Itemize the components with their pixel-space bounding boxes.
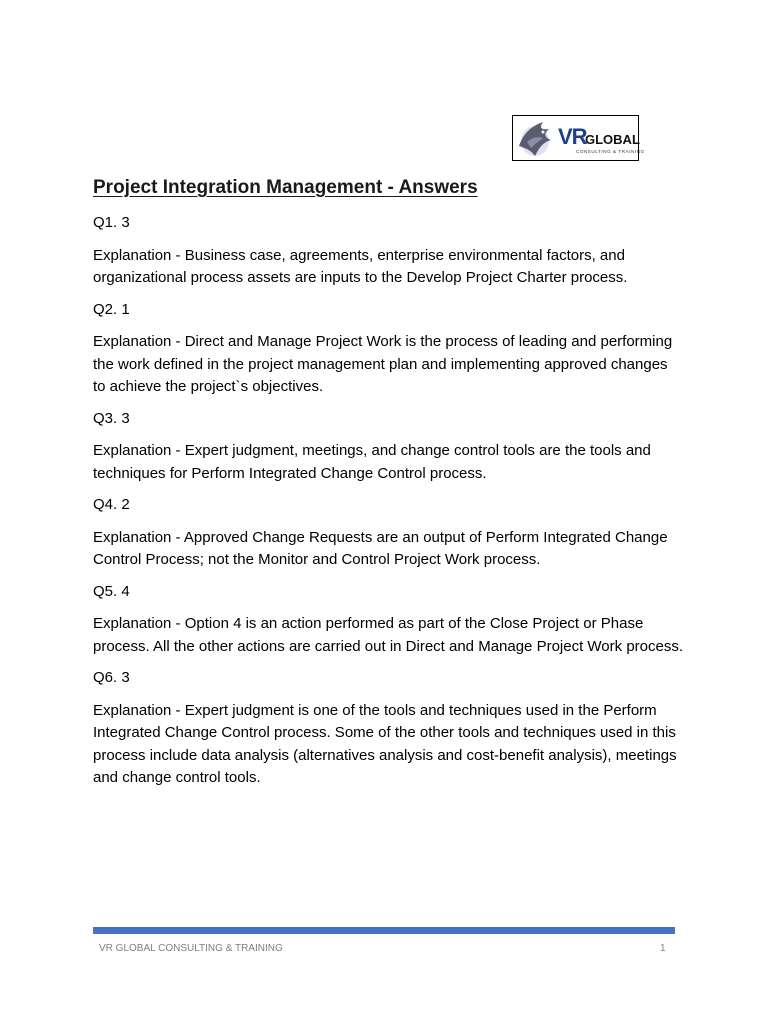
answer-explanation: Explanation - Option 4 is an action performed as part of the Close Project or Phase process. All the other actions are carried out in Direct and Manage Project Work process. [93,615,684,655]
answer-explanation: Explanation - Approved Change Requests are an output of Perform Integrated Change Control Process; not the Monitor and Control Project Work process. [93,528,668,568]
answer-item [93,299,683,399]
answer-label: Q4. 2 [93,496,130,513]
answer-item [93,494,683,572]
footer-divider [93,927,675,934]
document-body [93,174,683,799]
answer-label: Q2. 1 [93,300,130,318]
company-logo [512,115,645,161]
answer-item [93,581,683,659]
answer-item [93,212,683,290]
answer-item [93,408,683,486]
page-number: 1 [660,943,666,954]
page-title: Project Integration Management - Answers [93,177,478,198]
logo-global-text: GLOBAL [585,132,640,147]
answer-explanation: Explanation - Direct and Manage Project Work is the process of leading and performing the work defined in the project management plan and implementing approved changes to achieve the project`s objectives. [93,333,673,395]
answer-explanation: Explanation - Expert judgment, meetings, and change control tools are the tools and techniques for Perform Integrated Change Control process. [93,442,651,482]
answer-label: Q3. 3 [93,409,130,427]
answer-label: Q5. 4 [93,582,130,600]
answer-label: Q1. 3 [93,214,130,231]
answer-item [93,667,683,790]
logo-tagline: CONSULTING & TRAINING [576,149,645,154]
answer-label: Q6. 3 [93,669,130,686]
footer-company: VR GLOBAL CONSULTING & TRAINING [99,943,283,954]
logo-vr-text: VR [558,124,587,149]
answer-explanation: Explanation - Expert judgment is one of the tools and techniques used in the Perform Integrated Change Control process. Some of the other tools and techniques used in this process include data analysis (alternatives analysis and cost-benefit analysis), meetings and change control tools. [93,701,677,786]
answer-explanation: Explanation - Business case, agreements, enterprise environmental factors, and organizational process assets are inputs to the Develop Project Charter process. [93,246,628,286]
